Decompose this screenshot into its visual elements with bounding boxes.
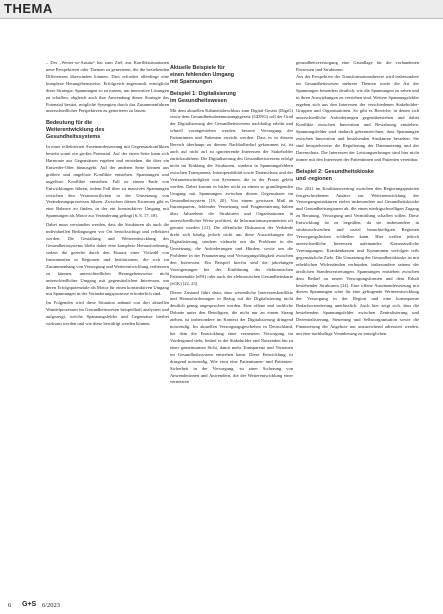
subsection-heading: Beispiel 1: Digitalisierung im Gesundheitswesen	[170, 90, 236, 104]
paragraph: – Der „Weiter-so-Ansatz“ hat zum Ziel, aus Konfliktsituationen neue Perspektiven oder Themen zu generieren, die die bestehenden Differenzen überwinden können. Dies erfordert allerdings eine komplexe Herangehensweise. Erfolgreich angewandt, ermöglicht diese Strategie, Spannungen so zu nutzen, um innovative Lösungen zu schaffen, obgleich auch ihre Anwendung dieser Strategie das Potenzial besitzt, mögliche Synergien durch das Zusammenführen unterschiedlicher Perspektiven zu generieren zu lassen.	[46, 60, 169, 114]
header-divider	[0, 18, 443, 19]
paragraph: Die 2021 im Koalitionsvertrag zwischen den Regierungsparteien festgeschriebenen Ansätze zur Weiterentwicklung der Versorgungsstrukturen zielen insbesondere auf Gesundheitskioske und Gesundheitsregionen ab, die einen niedrigschwelligen Zugang zu Beratung, Versorgung und Vermittlung schaffen sollen. Diese Entwicklung ist zu begrüßen, da sie insbesondere in strukturschwachen und sozial benachteiligten Regionen Versorgungslücken schließen kann. Hier treffen jedoch unterschiedliche Interessen aufeinander: Kassenärztliche Vereinigungen, Krankenkassen und Kommunen verfolgen teils gegensätzliche Ziele. Die Umsetzung der Gesundheitskioske ist mit erheblichen Widerständen verbunden, insbesondere seitens der ärztlichen Standesvertretungen. Spannungen entstehen zwischen dem Bedarf an neuen Versorgungsformen und dem Erhalt bestehender Strukturen [24]. Eine offene Auseinandersetzung mit diesen Spannungen wäre für eine gelingende Weiterentwicklung der Versorgung in der Region und eine konsequente Bedarfsorientierung unerlässlich. Auch hier zeigt sich, dass die bestehenden Spannungsfelder zwischen Zentralisierung und Dezentralisierung, Steuerung und Selbstorganisation sowie die Finanzierung der Angebote nur unzureichend adressiert werden, um eine nachhaltige Verankerung zu ermöglichen.	[296, 185, 419, 336]
section-heading: Aktuelle Beispiele für einen fehlenden Umgang mit Spannungen	[170, 65, 235, 85]
subsection-heading: Beispiel 2: Gesundheitskioske und -regionen	[296, 168, 374, 182]
paragraph: gesundheitsversorgung eine Grundlage für die vorhandenen Prozessen und Strukturen. Aus der Perspektive der Transformationstheorie wird insbesondere im Gesundheitswesen mehrere Themen sowie die Art der Spannungen besonders deutlich, wie die Spannungen zu sehen und in ihren Auswirkungen zu verstehen sind. Weitere Spannungsfelder ergeben sich aus den Interessen der verschiedenen Stakeholder-Gruppen und Organisationen. So gibt es Bereiche, in denen sich unterschiedliche Anforderungen gegenüberstehen und dabei Konflikte zwischen Innovation und Bewahrung entstehen. Spannungsfelder sind dadurch gekennzeichnet, dass Spannungen zwischen Innovation und bestehenden Strukturen bestehen. Sie sind beispielsweise die Regulierung der Datennutzung und der Datenschutz. Die Interessen der Leistungserbringer sind hier nicht immer mit den Interessen der Patientinnen und Patienten vereinbar.	[296, 60, 419, 162]
issue-number: 6/2023	[42, 602, 61, 609]
text-column-left	[46, 60, 169, 330]
paragraph: Dabei muss verstanden werden, dass die Strukturen als auch die individuellen Bedingungen vor Ort berücksichtigt und reflektiert werden. Die Gestaltung und Weiterentwicklung des Gesundheitssystems bleibt daher eine komplexe Herausforderung, sodass die gezielte durch den Einsatz einer Vielzahl von Instrumenten in Regionen und Institutionen, die sich im Zusammenhang von Versorgung und Weiterentwicklung verbessern zu können, unterschiedlicher Herangehensweise nicht unterschiedlicher Umgang mit gegensätzlichen Interessen, um deren Erfolgspotenziale als Motor für einen konstruktiven Umgang mit Spannungen in der Veränderungsprozesse erforderlich sind.	[46, 222, 170, 297]
header-bar	[0, 0, 443, 18]
journal-name: G+S	[22, 601, 37, 608]
paragraph: In einer reflektierten Auseinandersetzung mit Gegensatzkonflikten besteht somit ein großes Potenzial. Auf der einen Seite kann sich Harmonie aus Gegensätzen ergeben und entstehen, die über ein Entweder-Oder hinausgeht. Auf der anderen Seite können aus größere und ungelöste Konflikte entstehen. Spannungen und ungelöste Konflikte entstehen. Fall zu einem Ende von Entwicklungen führen, indem Fall über zu massiven Spannungen zwischen den Verantwortlichen in der Umsetzung von Veränderungsprozessen führen. Zwischen diesen Extremen gibt es eine Balance zu finden, in der ein konstruktiver Umgang mit Spannungen als Motor zur Veränderung gelingt [6, 8, 17, 18].	[46, 144, 169, 219]
page-number: 6	[8, 602, 12, 609]
paragraph: Mit dem aktuellen Kabinettsbeschluss zum Digital-Gesetz (DigiG) sowie dem Gesundheitsdatennutzungsgesetz (GDNG) soll der Grad der Digitalisierung des Gesundheitswesens nachhaltig erhöht und schnell vorangetrieben werden, bessere Versorgung der Patientinnen und Patienten erreicht werden. Dass es in diesem Bereich überhaupt zu diesem Nachholbedarf gekommen ist, ist auch auf nicht auf zu ignorierende Interessen der Stakeholder zurückzuführen. Die Digitalisierung des Gesundheitswesens erfolgt nicht im Einklang der Strukturen, sondern in Spannungsfeldern zwischen Transparenz, Interoperabilität sowie Datenschutz und der Vertrauenswürdigkeit von Systemen, die in der Praxis gelebt werden. Dabei kommt es bisher nicht zu einem so grundlegenden Umgang mit Spannungen zwischen diesen Gegensätzen im Gesundheitssystem [19, 20]. Von einem gewissen Maß an Intransparenz, fehlender Vernetzung und Fragmentierung haben über Jahrzehnte die Strukturen und Organisationen in unterschiedlicher Weise profitiert, da Informationsasymmetrien oft genutzt wurden [21]. Die öffentliche Diskussion der Verbände dreht sich häufig jedoch nicht um diese Auswirkungen der Digitalisierung, sondern vielmehr um die Probleme in der Umsetzung, die Anforderungen und Hürden, sowie um die Probleme in der Finanzierung und Versorgungsfähigkeit zwischen den Interessen. Ein Beispiel hierfür sind die jahrelangen Verzögerungen bei der Einführung der elektronischen Patientenakte (ePA) oder auch der elektronischen Gesundheitskarte (eGK) [22, 23].	[170, 107, 293, 286]
paragraph: Dieser Zustand führt dazu, dass wesentliche Interessenkonflikte und Herausforderungen in Bezug auf die Digitalisierung nicht deutlich genug angesprochen werden. Eine offene und sachliche Debatte unter den Beteiligten, die nicht nur an einem Strang ziehen, ist insbesondere im Kontext der Digitalisierung dringend notwendig. Im aktuellen Versorgungsgeschehen in Deutschland, bei dem die Entwicklung einer vernetzten Versorgung im Vordergrund steht, bedarf es der Stakeholder und Nutzenden hin zu einer gemeinsamen Sicht, damit mehr Transparenz und Vertrauen im Gesundheitssystem entstehen kann. Diese Entwicklung ist dringend notwendig. Wie etwa eine Patientinnen- und Patienten-Sicherheit in der Versorgung, zu einer Sicherung von Anwenderinnen und Anwendern, die der Weiterentwicklung einer vernetzten	[170, 289, 293, 385]
section-title: THEMA	[4, 1, 53, 16]
paragraph: Im Folgenden wird diese Situation anhand von drei aktuellen Wandelprozessen im Gesundheitswesen beispielhaft analysiert und aufgezeigt, welche Spannungsfelder und Gegensätze hierbei wirksam werden und wie diese bewältigt werden können.	[46, 300, 169, 327]
text-column-middle	[170, 60, 293, 388]
text-column-right	[296, 60, 419, 340]
section-heading: Bedeutung für die Weiterentwicklung des Gesundheitssystems	[46, 120, 105, 141]
